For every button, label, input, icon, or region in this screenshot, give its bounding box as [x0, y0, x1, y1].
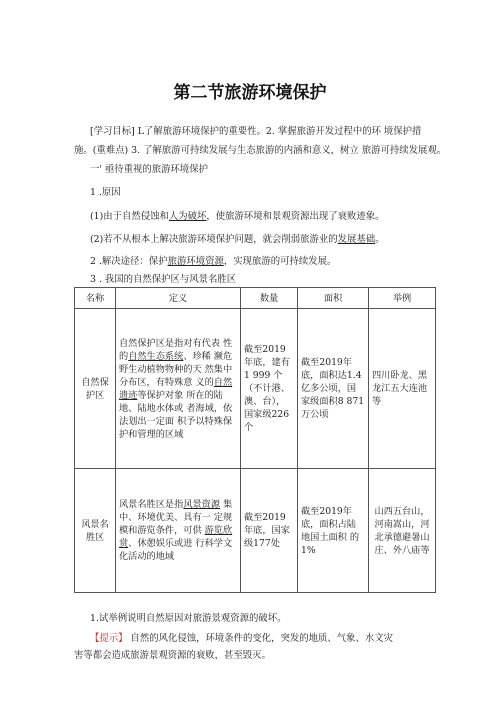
item-1-heading: 1 .原因	[90, 187, 121, 198]
reason-1-keyword: 人为破坏	[168, 211, 207, 222]
header-count: 数量	[241, 288, 298, 309]
row2-def-text-2: 集中、环境优美、具有一 定规模和游览条件，可供	[119, 499, 233, 536]
row2-definition	[116, 469, 241, 593]
learning-goals-line-2: 施。(重难点) 3. 了解旅游可持续发展与生态旅游的内涵和意义，树立 旅游可持续发展观。	[74, 145, 447, 156]
item-2	[90, 255, 336, 268]
row2-def-keyword-1: 风景资源	[183, 499, 221, 510]
reason-2-text: (2)若不从根本上解决旅游环境保护问题，就会削弱旅游业的	[90, 234, 338, 245]
row2-count: 截至2019 年底，国家级177处	[241, 469, 298, 593]
row2-area: 截至2019年底，面积占陆地国土面积 的1%	[298, 469, 369, 593]
row1-name: 自然保护区	[75, 309, 116, 469]
tip-line-1	[90, 632, 393, 645]
row1-example: 四川卧龙、黑龙江五大连池等	[369, 309, 436, 469]
row2-def-text-3: 、休憩娱乐或进 行科学文化活动的地域	[119, 538, 233, 562]
row2-def-keyword-2: 游览欣赏	[119, 525, 233, 549]
table-row	[75, 309, 436, 469]
page-title: 第二节旅游环境保护	[173, 83, 327, 103]
section-heading-1: 一' 亟待重视的旅游环境保护	[90, 164, 209, 175]
row1-def-keyword-1: 自然生态系统	[128, 350, 184, 362]
reason-1-text-end: ，使旅游环境和景观资源出现了衰败迹象。	[206, 211, 385, 222]
reason-1-text: (1)由于自然侵蚀和	[90, 211, 169, 222]
row1-definition	[116, 309, 241, 469]
item-2-keyword: 旅游环境资源	[167, 256, 224, 267]
table-row	[75, 469, 436, 593]
item-3-heading: 3 . 我国的自然保护区与风景名胜区	[90, 274, 237, 285]
reason-1	[90, 210, 385, 223]
protected-areas-table	[74, 287, 436, 593]
reason-2	[90, 233, 385, 246]
row2-name: 风景名 胜区	[75, 469, 116, 593]
row2-def-text: 风景名胜区是指	[119, 499, 184, 510]
row2-example: 山西五台山，河南嵩山，河北承德避暑山庄、外八庙等	[369, 469, 436, 593]
question-1: 1.试举例说明自然原因对旅游景观资源的破坏。	[90, 613, 287, 624]
table-header-row	[75, 288, 436, 309]
tip-text-1: 自然的风化侵蚀，环境条件的变化，突发的地质、气象、水文灾	[127, 633, 393, 644]
header-example: 举例	[369, 288, 436, 309]
row1-def-text: 自然保护区是指对有代表 性的	[119, 337, 233, 362]
row1-def-keyword-2: 自然遗迹	[119, 376, 233, 401]
reason-2-text-end: 。	[375, 234, 385, 245]
item-2-text: 2 .解决途径：保护	[90, 256, 168, 267]
tip-label: 【提示】	[90, 633, 128, 644]
learning-goals-line-1: [学习目标] L了解旅游环境保护的重要性。2. 掌握旅游开发过程中的环 境保护措	[90, 126, 422, 137]
row1-area: 截至2019年 底，面积达1.4 亿多公顷，国 家级面积8 871万公顷	[298, 309, 369, 469]
tip-line-2: 害等都会造成旅游景观资源的衰败，甚至毁灭。	[74, 650, 271, 661]
reason-2-keyword: 发展基础	[337, 234, 376, 245]
row1-def-text-3: 等保护对象 所在的陆地、陆地水体或 者海域，依法划出一定面 积予以特殊保护和管理的区域	[119, 389, 233, 440]
header-area: 面积	[298, 288, 369, 309]
header-name: 名称	[75, 288, 116, 309]
row1-def-text-2: 、珍稀 濒危野生动植物物种的天 然集中分布区，有特殊意 义的	[119, 350, 233, 388]
header-definition: 定义	[116, 288, 241, 309]
item-2-text-end: ，实现旅游的可持续发展。	[223, 256, 337, 267]
row1-count: 截至2019 年底，建有1 999 个（不计港、澳、台），国家级226 个	[241, 309, 298, 469]
